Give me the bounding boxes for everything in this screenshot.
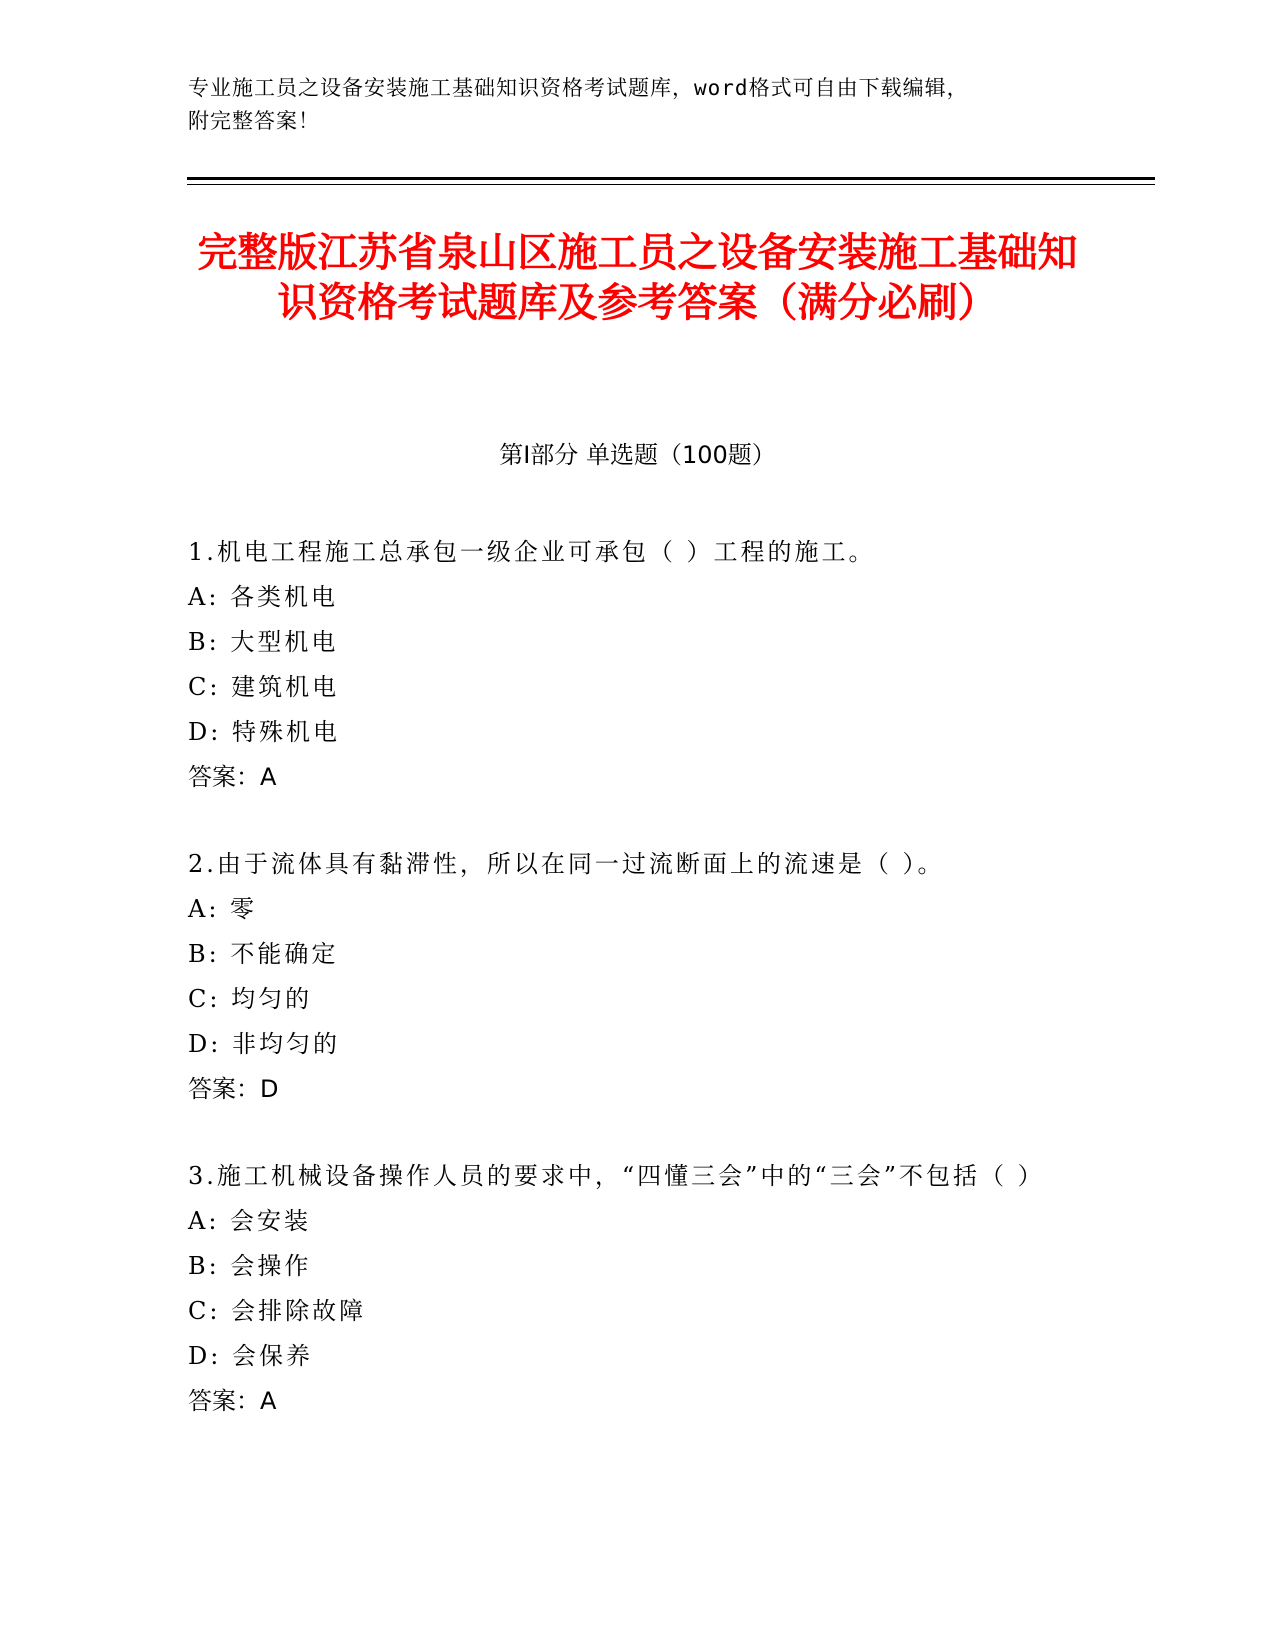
option-d: D: 特殊机电 [188, 718, 340, 746]
question-answer: 答案：A [188, 763, 277, 791]
question-3 [188, 1154, 1068, 1424]
document-header-note [188, 72, 1088, 138]
header-note-line-1: 专业施工员之设备安装施工基础知识资格考试题库，word格式可自由下载编辑， [188, 76, 969, 100]
option-a: A: 各类机电 [188, 583, 339, 611]
option-a: A: 会安装 [188, 1207, 312, 1235]
option-c: C: 建筑机电 [188, 673, 340, 701]
question-list [188, 530, 1068, 1466]
question-stem: 3.施工机械设备操作人员的要求中，“四懂三会”中的“三会”不包括（ ） [188, 1162, 1045, 1190]
header-divider-thick [187, 177, 1155, 180]
question-answer: 答案：A [188, 1387, 277, 1415]
option-b: B: 大型机电 [188, 628, 339, 656]
section-heading: 第Ⅰ部分 单选题（100题） [499, 441, 776, 469]
question-1 [188, 530, 1068, 800]
header-divider-thin [187, 184, 1155, 185]
option-b: B: 不能确定 [188, 940, 339, 968]
option-a: A: 零 [188, 895, 258, 923]
option-d: D: 会保养 [188, 1342, 313, 1370]
question-2 [188, 842, 1068, 1112]
question-answer: 答案：D [188, 1075, 279, 1103]
question-stem: 2.由于流体具有黏滞性，所以在同一过流断面上的流速是（ ）。 [188, 850, 945, 878]
option-c: C: 均匀的 [188, 985, 313, 1013]
option-b: B: 会操作 [188, 1252, 312, 1280]
question-stem: 1.机电工程施工总承包一级企业可承包（ ）工程的施工。 [188, 538, 876, 566]
option-c: C: 会排除故障 [188, 1297, 367, 1325]
option-d: D: 非均匀的 [188, 1030, 340, 1058]
document-title: 完整版江苏省泉山区施工员之设备安装施工基础知识资格考试题库及参考答案（满分必刷） [197, 230, 1078, 326]
header-note-line-2: 附完整答案！ [188, 109, 320, 133]
